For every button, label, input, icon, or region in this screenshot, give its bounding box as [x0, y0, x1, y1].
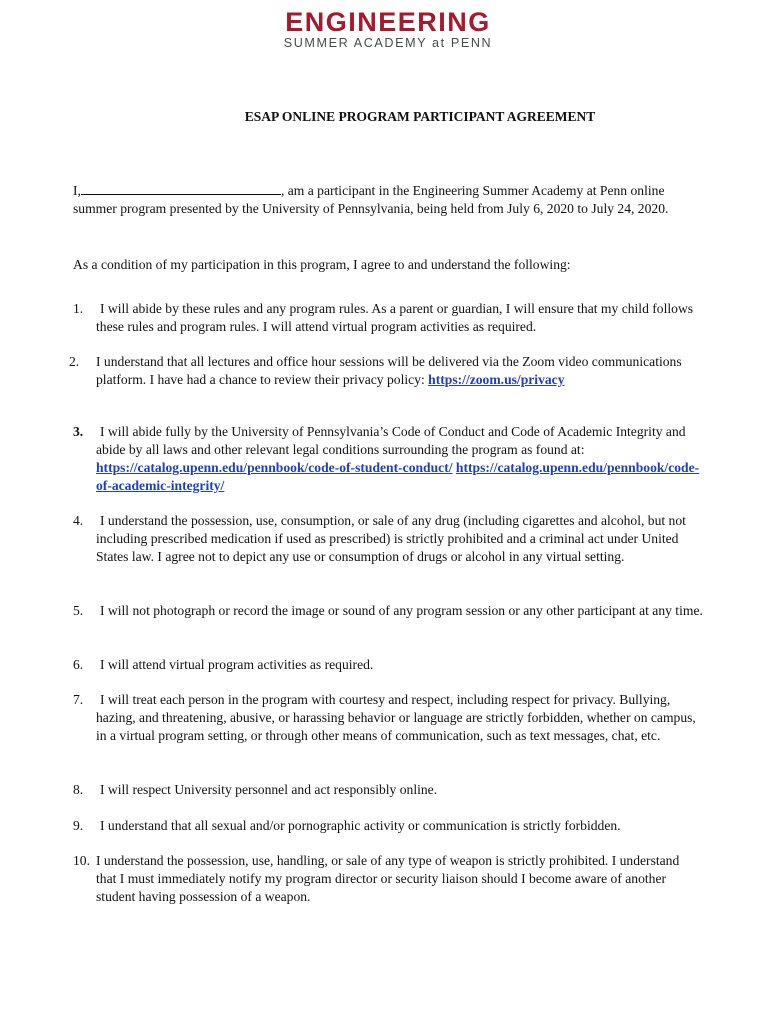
code-of-student-conduct-link[interactable]: https://catalog.upenn.edu/pennbook/code-of-student-conduct/	[96, 460, 453, 475]
item-number: 1.	[73, 301, 84, 316]
agreement-item-8	[73, 781, 703, 799]
item-number: 4.	[73, 513, 84, 528]
item-number: 10.	[73, 853, 90, 868]
item-number: 2.	[69, 354, 80, 369]
item-text	[96, 423, 703, 495]
item-text: I will abide by these rules and any program rules. As a parent or guardian, I will ensure that my child follows these rules and program rules. I will attend virtual program activities as required.	[96, 301, 694, 334]
item-number: 7.	[73, 692, 84, 707]
item-text	[96, 353, 703, 389]
agreement-item-6	[73, 656, 703, 674]
code-of-academic-integrity-link[interactable]: https://catalog.upenn.edu/pennbook/code-of-academic-integrity/	[96, 460, 700, 493]
logo-subtitle: SUMMER ACADEMY at PENN	[283, 36, 493, 50]
intro-prefix: I,	[73, 183, 81, 198]
item-text: I will respect University personnel and act responsibly online.	[100, 782, 438, 797]
participant-name-blank	[81, 182, 281, 195]
item-text: I will treat each person in the program with courtesy and respect, including respect for privacy. Bullying, hazing, and threatening, abusive, or harassing behavior or language are strictly forbidden, whether on campus, in a virtual program setting, or through other means of communication, such as text messages, chat, etc.	[96, 692, 696, 743]
agreement-item-9	[73, 817, 703, 835]
item-number: 8.	[73, 782, 84, 797]
agreement-item-1	[73, 300, 703, 336]
agreement-item-3	[73, 423, 703, 495]
document-title: ESAP ONLINE PROGRAM PARTICIPANT AGREEMENT	[244, 109, 596, 124]
item-text: I will not photograph or record the image or sound of any program session or any other participant at any time.	[100, 603, 703, 618]
intro-paragraph	[73, 182, 698, 218]
item-number: 9.	[73, 818, 84, 833]
agreement-item-5	[73, 602, 703, 620]
item-text-body: I will abide fully by the University of Pennsylvania’s Code of Conduct and Code of Academic Integrity and abide by all laws and other relevant legal conditions surrounding the program as found at:	[96, 424, 686, 457]
agreement-item-2	[69, 353, 703, 389]
item-text: I will attend virtual program activities as required.	[100, 657, 374, 672]
agreement-item-4	[73, 512, 703, 566]
intro-suffix: , am a participant in the Engineering Summer Academy at Penn online summer program presented by the University of Pennsylvania, being held from July 6, 2020 to July 24, 2020.	[73, 183, 669, 216]
item-text: I understand the possession, use, consumption, or sale of any drug (including cigarettes and alcohol, but not including prescribed medication if used as prescribed) is strictly prohibited and a criminal act under United States law. I agree not to depict any use or consumption of drugs or alcohol in any virtual setting.	[96, 513, 686, 564]
item-number: 6.	[73, 657, 84, 672]
item-number: 3.	[73, 424, 84, 439]
agreement-item-7	[73, 691, 703, 745]
agreement-item-10	[73, 852, 703, 906]
item-text-body: I understand that all lectures and office hour sessions will be delivered via the Zoom video communications platform. I have had a chance to review their privacy policy:	[96, 354, 682, 387]
item-number: 5.	[73, 603, 84, 618]
condition-paragraph: As a condition of my participation in this program, I agree to and understand the following:	[73, 257, 571, 272]
zoom-privacy-link[interactable]: https://zoom.us/privacy	[428, 372, 565, 387]
item-text: I understand that all sexual and/or pornographic activity or communication is strictly forbidden.	[100, 818, 621, 833]
item-text: I understand the possession, use, handling, or sale of any type of weapon is strictly prohibited. I understand that I must immediately notify my program director or security liaison should I become aware of another student having possession of a weapon.	[96, 853, 680, 904]
logo-title: ENGINEERING	[285, 7, 491, 37]
engineering-summer-academy-logo	[0, 8, 770, 50]
